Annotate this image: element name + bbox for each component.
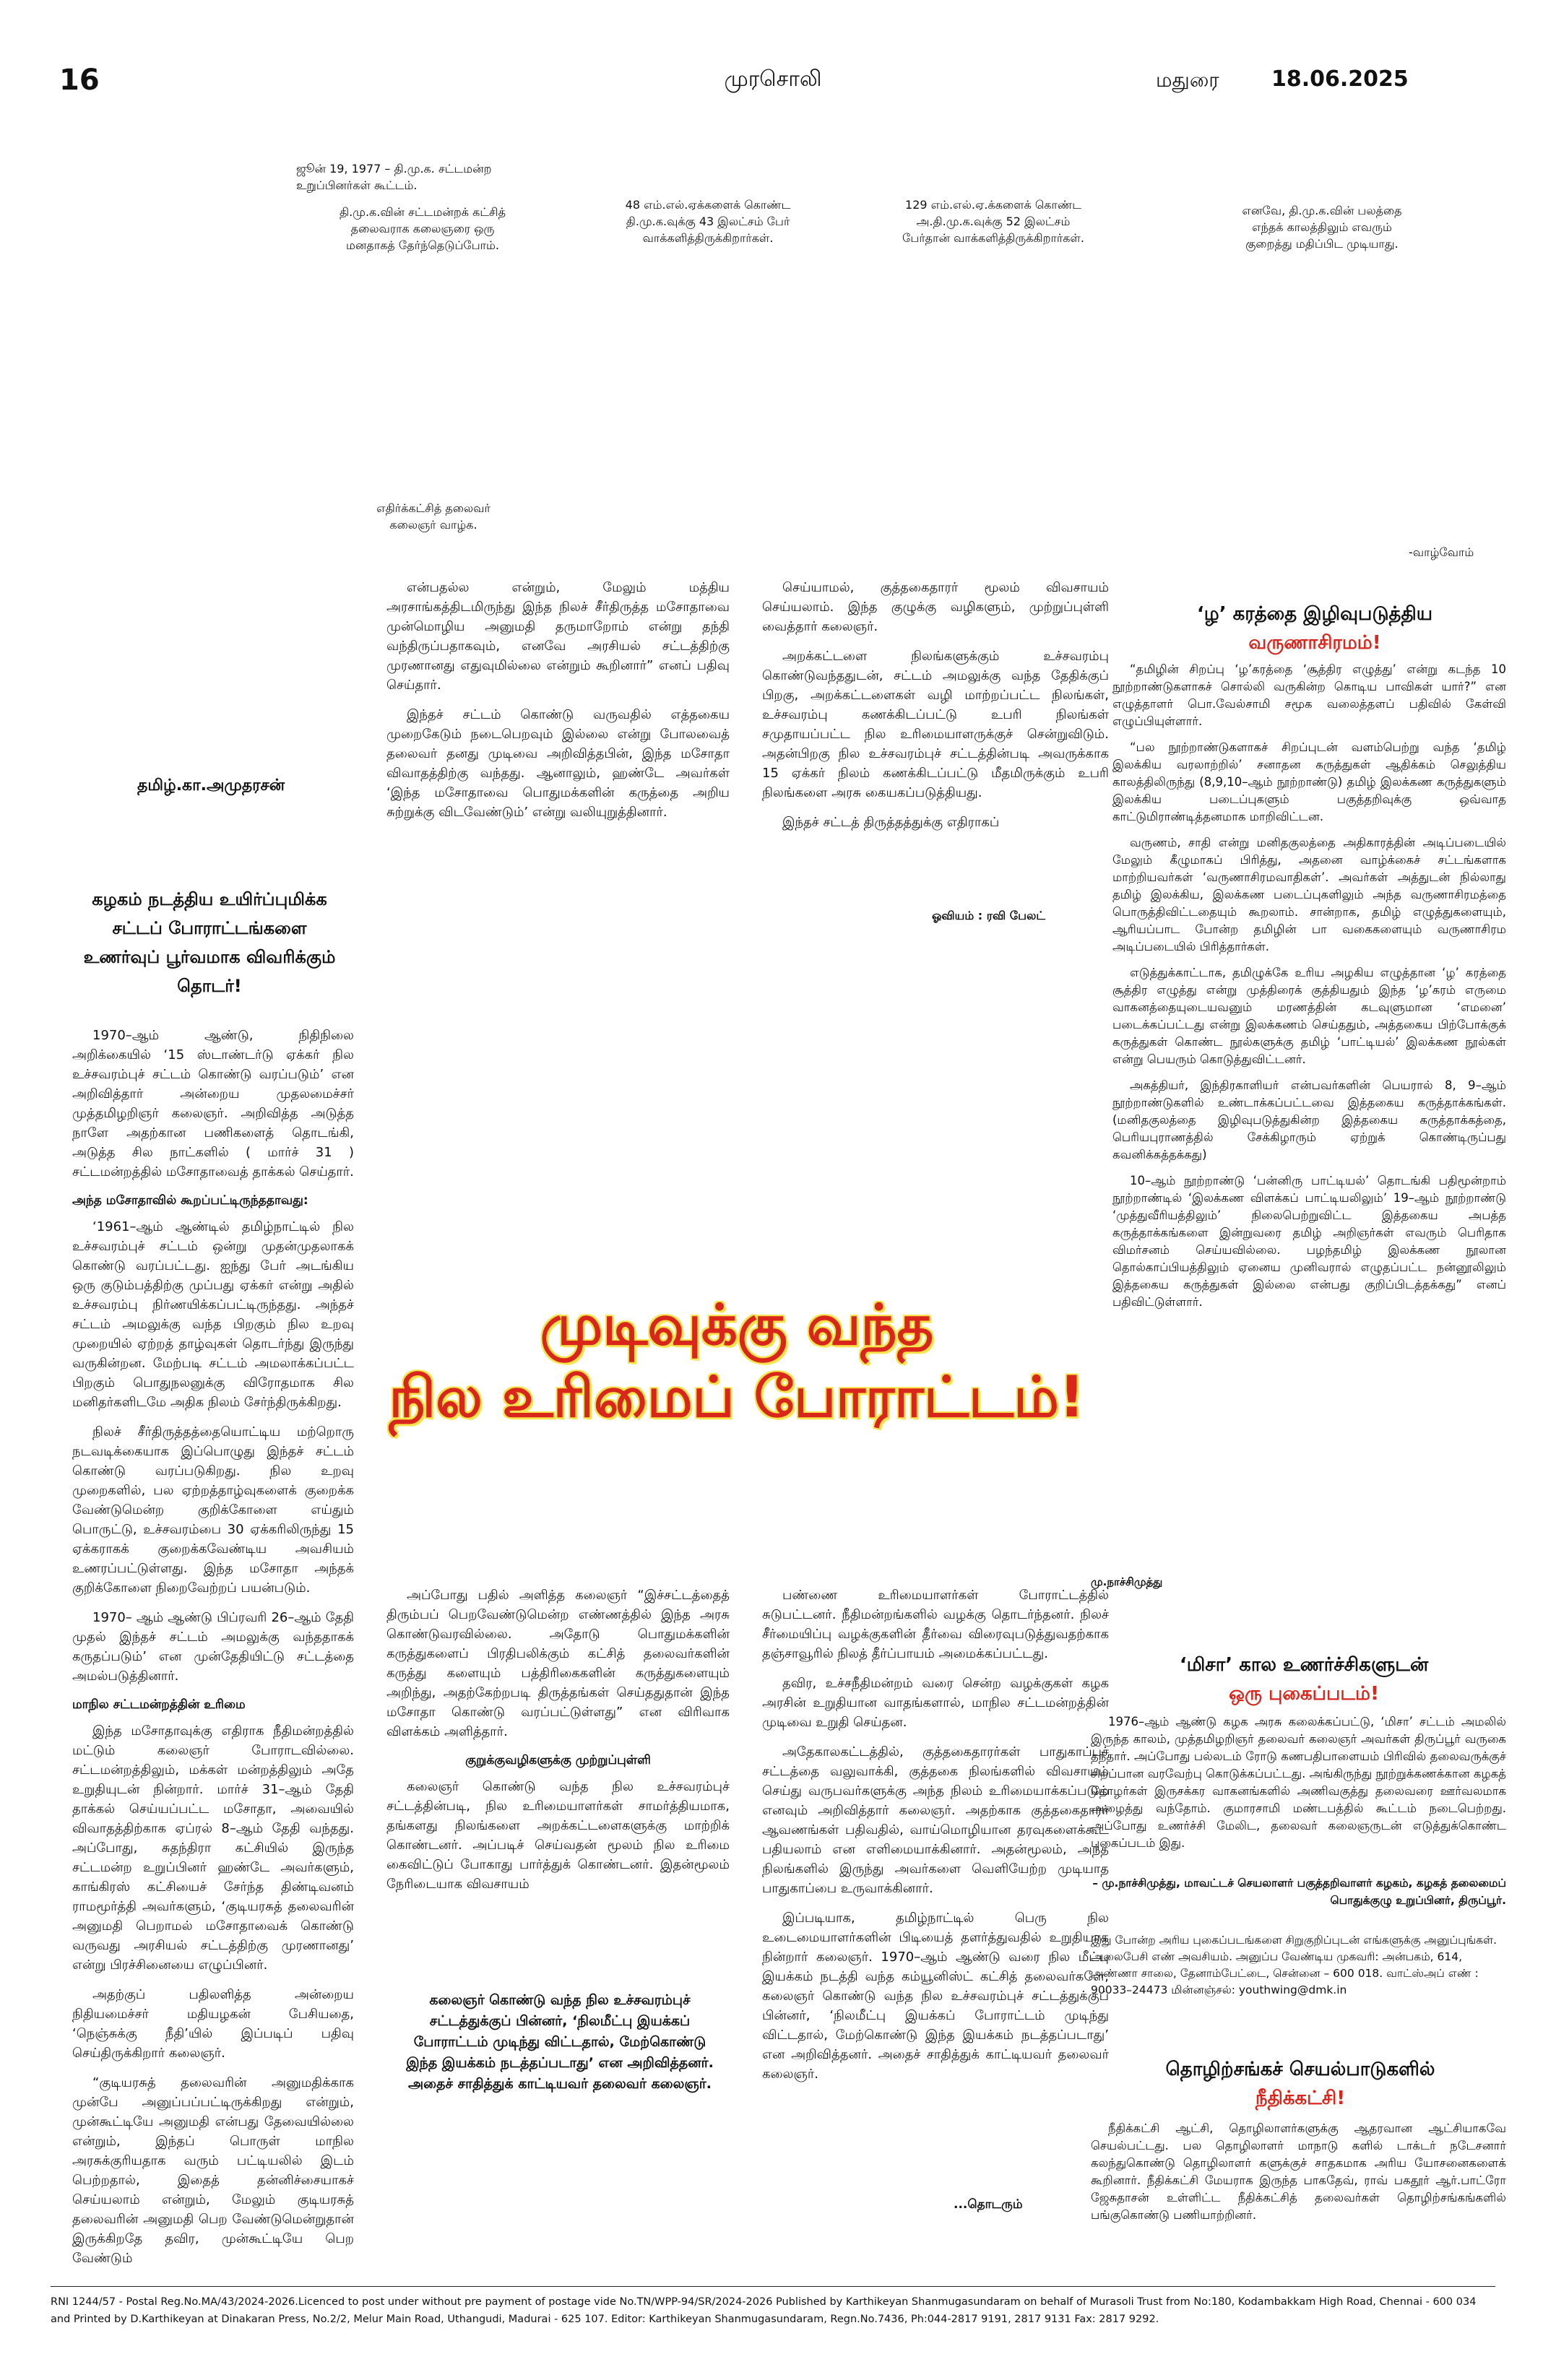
paragraph: “குடியரசுத் தலைவரின் அனுமதிக்காக முன்பே அனுப்பப்பட்டிருக்கிறது என்றும், முன்கூட்டியே அனுமதி என்பது தேவையில்லை என்றும், இந்தப் பொருள் மாநில அரசுக்குரியதாக வரும் பட்டியலில் இடம் பெற்றதால், இதைத் தன்னிச்சையாகச் செய்யலாம் என்றும், மேலும் குடியரசுத் தலைவரின் அனுமதி பெற வேண்டுமென்றுதான் இருக்கிறதே தவிர, முன்கூட்டியே பெற வேண்டும்	[72, 2075, 354, 2266]
subheading: குறுக்குவழிகளுக்கு முற்றுப்புள்ளி	[465, 1753, 651, 1767]
article-author: தமிழ்.கா.அமுதரசன்	[137, 776, 285, 795]
paragraph: வருணம், சாதி என்று மனிதகுலத்தை அதிகாரத்தின் அடிப்படையில் மேலும் கீழுமாகப் பிரித்து, அதனை வாழ்க்கைச் சட்டங்களாக மாற்றியவர்கள் ‘வருணாசிரமவாதிகள்’. அவர்கள் அத்துடன் நில்லாது தமிழ் இலக்கிய, இலக்கண படைப்புகளிலும் அந்த வருணாசிரமத்தை பொருத்திவிட்டதையும் கூறலாம். சான்றாக, தமிழ் எழுத்துகளையும், ஆரியப்பாட போன்ற தமிழின் பா வகைகளையும் வருணாசிரம அடிப்படையில் பிரித்தார்கள்.	[1112, 836, 1506, 953]
paragraph: 1976–ஆம் ஆண்டு கழக அரசு கலைக்கப்பட்டு, ‘மிசா’ சட்டம் அமலில் இருந்த காலம், முத்தமிழறிஞர் தலைவர் கலைஞர் அவர்கள் திருப்பூர் வருகை தந்தார். அப்போது பல்லடம் ரோடு கணபதிபாளையம் பிரிவில் தலைவருக்குச் சிறப்பான வரவேற்பு கொடுக்கப்பட்டது. அங்கிருந்து நூற்றுக்கணக்கான கழகத் தோழர்கள் இருசக்கர வாகனங்களில் அணிவகுத்து தலைவரை ஊர்வலமாக அழைத்து வந்தோம். குமாரசாமி மண்டபத்தில் கூட்டம் நடைபெற்றது. அப்போது உணர்ச்சி மேலிட, தலைவர் கலைஞருடன் எடுத்துக்கொண்ட புகைப்படம் இது.	[1091, 1715, 1506, 1850]
paragraph: அறக்கட்டளை நிலங்களுக்கும் உச்சவரம்பு கொண்டுவந்ததுடன், சட்டம் அமலுக்கு வந்த தேதிக்குப் பிறகு, அறக்கட்டளைகள் வழி மாற்றப்பட்ட நிலங்கள், உச்சவரம்பு கணக்கிடப்பட்டு உபரி நிலங்கள் சமுதாயப்பட்ட நில உரிமையாளருக்குச் சென்றுவிடும். அதன்பிறகு நில உச்சவரம்புச் சட்டத்தின்படி அவருக்காக 15 ஏக்கர் நிலம் கணக்கிடப்பட்டு மீதமிருக்கும் உபரி நிலங்களை அரசு கையகப்படுத்தியது.	[762, 649, 1109, 800]
subheading: மாநில சட்டமன்றத்தின் உரிமை	[72, 1697, 246, 1712]
paragraph: 1970–ஆம் ஆண்டு, நிதிநிலை அறிக்கையில் ‘15 ஸ்டாண்டர்டு ஏக்கர் நில உச்சவரம்புச் சட்டம் கொண்டு வரப்படும்’ என அறிவித்தார் அன்றைய முதலமைச்சர் முத்தமிழறிஞர் கலைஞர். அறிவித்த அடுத்த நாளே அதற்கான பணிகளைத் தொடங்கி, அடுத்த சில நாட்களில் ( மார்ச் 31 ) சட்டமன்றத்தில் மசோதாவைத் தாக்கல் செய்தார்.	[72, 1028, 354, 1180]
paragraph: 1970– ஆம் ஆண்டு பிப்ரவரி 26–ஆம் தேதி முதல் இந்தச் சட்டம் அமலுக்கு வந்ததாகக் கருதப்படும்’ என முன்தேதியிட்டு சட்டத்தை அமல்படுத்தினார்.	[72, 1610, 354, 1684]
date: 18.06.2025	[1271, 66, 1409, 92]
pull-quote: கலைஞர் கொண்டு வந்த நில உச்சவரம்புச் சட்டத்துக்குப் பின்னர், ‘நிலமீட்பு இயக்கப் போராட்டம் முடிந்து விட்டதால், மேற்கொண்டு இந்த இயக்கம் நடத்தப்படாது’ என அறிவித்தனர். அதைச் சாதித்துக் காட்டியவர் தலைவர் கலைஞர்.	[406, 1992, 714, 2092]
paragraph: என்பதல்ல என்றும், மேலும் மத்திய அரசாங்கத்திடமிருந்து இந்த நிலச் சீர்திருத்த மசோதாவை முன்மொழிய அனுமதி தருமாறோம் என்று தந்தி வந்திருப்பதாகவும், எனவே அரசியல் சட்டத்திற்கு முரணானது எதுவுமில்லை என்றும் கூறினார்” எனப் பதிவு செய்தார்.	[386, 580, 730, 693]
paragraph: பண்ணை உரிமையாளர்கள் போராட்டத்தில் சுடுபட்டனர். நீதிமன்றங்களில் வழக்கு தொடர்ந்தனர். நிலச் சீர்மையிப்பு வழக்குகளின் தீர்வை விரைவுபடுத்துவதற்காக தஞ்சாவூரில் நிலத் தீர்ப்பாயம் அமைக்கப்பட்டது.	[762, 1588, 1109, 1661]
right-article-3-title-line-2: நீதிக்கட்சி!	[1255, 2087, 1346, 2109]
paragraph: அப்போது பதில் அளித்த கலைஞர் “இச்சட்டத்தைத் திரும்பப் பெறவேண்டுமென்ற எண்ணத்தில் இந்த அரசு கொண்டுவரவில்லை. அதோடு பொதுமக்களின் கருத்துகளைப் பிரதிபலிக்கும் கட்சித் தலைவர்களின் கருத்து களையும் பத்திரிகைகளின் கருத்துகளையும் அறிந்து, அதற்கேற்றபடி திருத்தங்கள் செய்ததுதான் இந்த மசோதா கொண்டு வரப்பட்டுள்ளது” என விரிவாக விளக்கம் அளித்தார்.	[386, 1588, 730, 1739]
paragraph: நிலச் சீர்திருத்தத்தையொட்டிய மற்றொரு நடவடிக்கையாக இப்பொழுது இந்தச் சட்டம் கொண்டு வரப்படுகிறது. நில உறவு முறைகளில், பல ஏற்றத்தாழ்வுகளைக் குறைக்க வேண்டுமென்ற குறிக்கோளை எய்தும் பொருட்டு, உச்சவரம்பை 30 ஏக்கரிலிருந்து 15 ஏக்கராகக் குறைக்கவேண்டிய அவசியம் உணரப்பட்டுள்ளது. இந்த மசோதா அந்தக் குறிக்கோளை நிறைவேற்றப் பயன்படும்.	[72, 1424, 354, 1596]
paragraph: இந்தச் சட்டத் திருத்தத்துக்கு எதிராகப்	[782, 815, 1000, 830]
column-1	[72, 1026, 354, 2278]
column-2-upper	[386, 578, 730, 832]
caption-3: 48 எம்.எல்.ஏக்களைக் கொண்ட தி.மு.க.வுக்கு 43 இலட்சம் பேர் வாக்களித்திருக்கிறார்கள்.	[625, 198, 791, 245]
footer-rule	[51, 2286, 1495, 2287]
paragraph: எடுத்துக்காட்டாக, தமிழுக்கே உரிய அழகிய எழுத்தான ‘ழ’ கரத்தை சூத்திர எழுத்து என்று முத்திரைக் குத்தியதும் இந்த ‘ழ’கரம் எருமை வாகனத்தையுடையவனும் மரணத்தின் கடவுளுமான ‘எமனை’ படைக்கப்பட்டது என்று இலக்கணம் செய்ததும், அத்தகைய பிற்போக்குக் கருத்துகள் கொண்ட நூல்களுக்கு தமிழ் ‘பாட்டியல்’ இலக்கண நூல்கள் என்று பெயரும் கொடுத்துவிட்டனர்.	[1112, 966, 1506, 1066]
footer-line-2: and Printed by D.Karthikeyan at Dinakaran Press, No.2/2, Melur Main Road, Uthangudi, Madurai - 625 107. Editor: Karthikeyan Shanmugasundaram, Regn.No.7436, Ph:044-2817 9191, 2817 9131 Fax: 2817 9292.	[51, 2314, 1159, 2325]
paragraph: இந்த மசோதாவுக்கு எதிராக நீதிமன்றத்தில் மட்டும் கலைஞர் போராடவில்லை. சட்டமன்றத்திலும், மக்கள் மன்றத்திலும் அதே உறுதியுடன் நின்றார். மார்ச் 31–ஆம் தேதி தாக்கல் செய்யப்பட்ட மசோதா, அவையில் விவாதத்திற்காக ஏப்ரல் 8–ஆம் தேதி வந்தது. அப்போது, சுதந்திரா கட்சியில் இருந்த சட்டமன்ற உறுப்பினர் ஹண்டே அவர்களும், காங்கிரஸ் கட்சியைச் சேர்ந்த திண்டிவனம் ராமமூர்த்தி அவர்களும், ‘குடியரசுத் தலைவரின் அனுமதி பெறாமல் மசோதாவைக் கொண்டு வருவது அரசியல் சட்டத்திற்கு முரணானது’ என்று பிரச்சினையை எழுப்பினர்.	[72, 1723, 354, 1973]
column-3-lower	[762, 1585, 1109, 2094]
continued-label: ...தொடரும்	[954, 2197, 1023, 2212]
paragraph: அகத்தியர், இந்திரகாளியர் என்பவர்களின் பெயரால் 8, 9–ஆம் நூற்றாண்டுகளில் உண்டாக்கப்பட்டவை இத்தகைய கருத்தாக்கங்கள். (மனிதகுலத்தை இழிவுபடுத்துகின்ற இத்தகைய கருத்தாக்கத்தை, பெரியபுராணத்தில் சேக்கிழாரும் ஏற்றுக் கொண்டிருப்பது கவனிக்கத்தக்கது)	[1112, 1078, 1506, 1161]
right-article-2-byline: மு.நாச்சிமுத்து	[1091, 1575, 1163, 1588]
paragraph: இந்தச் சட்டம் கொண்டு வருவதில் எத்தகைய முறைகேடும் நடைபெறவும் இல்லை என்று போலவைத் தலைவர் தனது முடிவை அறிவித்தபின், இந்த மசோதா விவாதத்திற்கு வந்தது. ஆனாலும், ஹண்டே அவர்கள் ‘இந்த மசோதாவை பொதுமக்களின் கருத்தை அறிய சுற்றுக்கு விடவேண்டும்’ என்று வலியுறுத்தினார்.	[386, 707, 730, 820]
caption-6: எதிர்க்கட்சித் தலைவர் கலைஞர் வாழ்க.	[376, 501, 490, 532]
right-article-1-body	[1112, 661, 1506, 1320]
page-number: 16	[59, 64, 100, 97]
right-article-2-title: ‘மிசா’ கால உணர்ச்சிகளுடன்	[1179, 1654, 1429, 1676]
right-article-1-subtitle: வருணாசிரமம்!	[1248, 632, 1381, 654]
footer-line-1: RNI 1244/57 - Postal Reg.No.MA/43/2024-2026.Licenced to post under without pre payment of postage vide No.TN/WPP-94/SR/2024-2026 Published by Karthikeyan Shanmugasundaram on behalf of Murasoli Trust from No:180, Kodambakkam High Road, Chennai - 600 034	[51, 2296, 1477, 2308]
article-intro: கழகம் நடத்திய உயிர்ப்புமிக்க சட்டப் போராட்டங்களை உணர்வுப் பூர்வமாக விவரிக்கும் தொடர்!	[83, 889, 336, 996]
paragraph: இப்படியாக, தமிழ்நாட்டில் பெரு நில உடைமையாளர்களின் பிடியைத் தளர்த்துவதில் உறுதியாக நின்றார் கலைஞர். 1970–ஆம் ஆண்டு வரை நில மீட்பு இயக்கம் நடத்தி வந்த கம்யூனிஸ்ட் கட்சித் தலைவர்களே, கலைஞர் கொண்டு வந்த நில உச்சவரம்புச் சட்டத்துக்குப் பின்னர், ‘நிலமீட்பு இயக்கப் போராட்டம் முடிந்து விட்டதால், மேற்கொண்டு இந்த இயக்கம் நடத்தப்படாது’ என அறிவித்தனர். அதைச் சாதித்துக் காட்டியவர் தலைவர் கலைஞர்.	[762, 1911, 1109, 2082]
caption-1: ஜூன் 19, 1977 – தி.மு.க. சட்டமன்ற உறுப்பினர்கள் கூட்டம்.	[296, 162, 492, 192]
paragraph: கலைஞர் கொண்டு வந்த நில உச்சவரம்புச் சட்டத்தின்படி, நில உரிமையாளர்கள் சாமர்த்தியமாக, தங்களது நிலங்களை அறக்கட்டளைகளுக்கு மாற்றிக் கொண்டனர். அப்படிச் செய்வதன் மூலம் நில உரிமை கைவிட்டுப் போகாது பார்த்துக் கொண்டனர். இதன்மூலம் நேரிடையாக விவசாயம்	[386, 1779, 730, 1892]
paragraph: அதேகாலகட்டத்தில், குத்தகைதாரர்கள் பாதுகாப்புச் சட்டத்தை வலுவாக்கி, குத்தகை நிலங்களில் விவசாயம் செய்து வருபவர்களுக்கு அந்த நிலம் உரிமையாக்கப்படும் எனவும் அறிவித்தார் கலைஞர். அதற்காக குத்தகைதாரர் ஆவணங்கள் பதிவதில், வாய்மொழியான தரவுகளைக்கூட பதியலாம் என எளிமையாக்கினார். அதன்மூலம், அந்த நிலங்களில் இருந்து அவர்களை வெளியேற்ற முடியாத பாதுகாப்பை உருவாக்கினார்.	[762, 1744, 1109, 1896]
paragraph: ‘1961–ஆம் ஆண்டில் தமிழ்நாட்டில் நில உச்சவரம்புச் சட்டம் ஒன்று முதன்முதலாகக் கொண்டு வரப்பட்டது. ஐந்து பேர் அடங்கிய ஒரு குடும்பத்திற்கு முப்பது ஏக்கர் என்று அதில் உச்சவரம்பு நிர்ணயிக்கப்பட்டிருந்தது. அந்தச் சட்டம் அமலுக்கு வந்த பிறகும் நில உறவு முறையில் ஏற்றத் தாழ்வுகள் தொடர்ந்து இருந்து வருகின்றன. மேற்படி சட்டம் அமலாக்கப்பட்ட பிறகும் பொதுநலனுக்கு விரோதமாக சில மனிதர்களிடமே அதிக நிலம் சேர்ந்திருக்கிறது.	[72, 1219, 354, 1410]
paragraph: “பல நூற்றாண்டுகளாகச் சிறப்புடன் வளம்பெற்று வந்த ‘தமிழ் இலக்கிய வரலாற்றில்’ சனாதன கருத்துகள் ஆதிக்கம் செலுத்திய காலத்திலிருந்து (8,9,10–ஆம் நூற்றாண்டு) தமிழ் இலக்கண கருத்துகளும் இலக்கிய படைப்புகளும் பகுத்தறிவுக்கு ஒவ்வாத காட்டுமிராண்டித்தனமாக மாறிவிட்டன.	[1112, 740, 1506, 823]
city: மதுரை	[1156, 68, 1219, 92]
right-article-2-body	[1091, 1713, 1506, 1861]
column-3-upper	[762, 578, 1109, 842]
paragraph: அதற்குப் பதிலளித்த அன்றைய நிதியமைச்சர் மதியழகன் பேசியதை, ‘நெஞ்சுக்கு நீதி’யில் இப்படிப் பதிவு செய்திருக்கிறார் கலைஞர்.	[72, 1987, 354, 2061]
right-article-1-title: ‘ழ’ கரத்தை இழிவுபடுத்திய	[1196, 603, 1433, 625]
paragraph: “தமிழின் சிறப்பு ‘ழ’கரத்தை ‘சூத்திர எழுத்து’ என்று கடந்த 10 நூற்றாண்டுகளாகச் சொல்லி வருகின்ற கொடிய பாவிகள் யார்?” என எழுத்தாளர் பொ.வேல்சாமி சமூக வலைத்தளப் பதிவில் கேள்வி எழுப்பியுள்ளார்.	[1112, 662, 1506, 728]
right-article-2-note: இது போன்ற அரிய புகைப்படங்களை சிறுகுறிப்புடன் எங்களுக்கு அனுப்புங்கள். அலைபேசி எண் அவசியம். அனுப்ப வேண்டிய முகவரி: அன்பகம், 614, அண்ணா சாலை, தேனாம்பேட்டை, சென்னை – 600 018. வாட்ஸ்அப் எண் : 90033–24473 மின்னஞ்சல்: youthwing@dmk.in	[1091, 1934, 1497, 1996]
paragraph: செய்யாமல், குத்தகைதாரர் மூலம் விவசாயம் செய்யலாம். இந்த குழுக்கு வழிகளும், முற்றுப்புள்ளி வைத்தார் கலைஞர்.	[762, 580, 1109, 634]
caption-2: தி.மு.க.வின் சட்டமன்றக் கட்சித் தலைவராக கலைஞரை ஒரு மனதாகத் தேர்ந்தெடுப்போம்.	[339, 205, 506, 252]
subheading: அந்த மசோதாவில் கூறப்பட்டிருந்ததாவது:	[72, 1193, 308, 1208]
right-article-3-body	[1091, 2120, 1506, 2233]
right-article-3-title-line-1: தொழிற்சங்கச் செயல்பாடுகளில்	[1165, 2059, 1435, 2080]
paragraph: தவிர, உச்சநீதிமன்றம் வரை சென்ற வழக்குகள் கழக அரசின் உறுதியான வாதங்களால், மாநில சட்டமன்றத்தின் முடிவை உறுதி செய்தன.	[762, 1676, 1109, 1730]
masthead: முரசொலி	[724, 66, 822, 92]
paragraph: நீதிக்கட்சி ஆட்சி, தொழிலாளர்களுக்கு ஆதரவான ஆட்சியாகவே செயல்பட்டது. பல தொழிலாளர் மாநாடு களில் டாக்டர் நடேசனார் கலந்துகொண்டு தொழிலாளர் களுக்குச் சாதகமாக அரிய யோசனைகளைக் கூறினார். நீதிக்கட்சி மேயராக இருந்த பாகதேவ், ராவ் பகதூர் ஆர்.பாட்ரோ ஜேசுதாசன் உள்ளிட்ட நீதிக்கட்சித் தலைவர்கள் தொழிற்சங்கங்களில் பங்குகொண்டு பணியாற்றினர்.	[1091, 2121, 1506, 2222]
paragraph: 10–ஆம் நூற்றாண்டு ‘பன்னிரு பாட்டியல்’ தொடங்கி பதிமூன்றாம் நூற்றாண்டில் ‘இலக்கண விளக்கப் பாட்டியலிலும்’ 19–ஆம் நூற்றாண்டு ‘முத்துவீரியத்திலும்’ நிலைபெற்றுவிட்ட இத்தகைய அபத்த கருத்தாக்கங்களை இன்றுவரை தமிழ் அறிஞர்கள் எவரும் பெரிதாக விமர்சனம் செய்யவில்லை. பழந்தமிழ் இலக்கண நூலான தொல்காப்பியத்திலும் ஏனைய முனிவரால் எழுதப்பட்ட நன்னூலிலும் இத்தகைய கருத்துகள் இல்லை என்பது குறிப்பிடத்தக்கது” எனப் பதிவிட்டுள்ளார்.	[1112, 1174, 1506, 1309]
caption-4: 129 எம்.எல்.ஏ.க்களைக் கொண்ட அ.தி.மு.க.வுக்கு 52 இலட்சம் பேர்தான் வாக்களித்திருக்கிறார்கள்.	[902, 198, 1084, 245]
caption-5: எனவே, தி.மு.க.வின் பலத்தை எந்தக் காலத்திலும் எவரும் குறைத்து மதிப்பிட முடியாது.	[1242, 204, 1402, 251]
right-article-2-subtitle: ஒரு புகைப்படம்!	[1229, 1683, 1379, 1705]
right-article-2-signature: – மு.நாச்சிமுத்து, மாவட்டச் செயலாளர் பகுத்தறிவாளர் கழகம், கழகத் தலைமைப் பொதுக்குழு உறுப்பினர், திருப்பூர்.	[1092, 1877, 1506, 1907]
caption-7: -வாழ்வோம்	[1409, 545, 1474, 559]
article-title-line-2: நில உரிமைப் போராட்டம்!	[389, 1365, 1085, 1430]
art-credit: ஓவியம் : ரவி பேலட்	[932, 909, 1046, 922]
column-2-lower	[386, 1585, 730, 1904]
article-title-line-1: முடிவுக்கு வந்த	[540, 1293, 934, 1358]
